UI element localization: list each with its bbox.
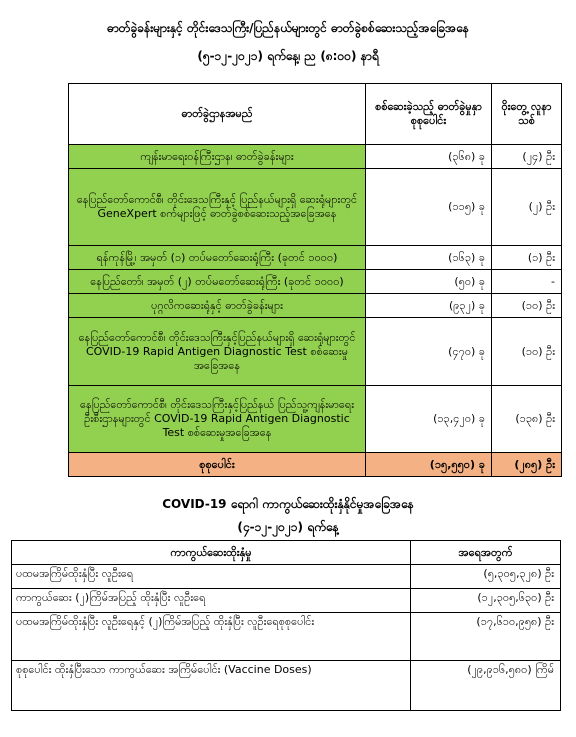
vaccination-value: (၅,၃၀၅,၃၂၈) ဦး bbox=[411, 565, 561, 589]
vaccine-title-line-2: (၄-၁၂-၂၀၂၁) ရက်နေ့ bbox=[237, 520, 339, 534]
table-row bbox=[69, 145, 562, 169]
table-header-row bbox=[12, 541, 561, 565]
header-positive: ဝိုးတွေ့ လူနာသစ် bbox=[492, 84, 562, 145]
positive-count: (၂၄) ဦး bbox=[492, 145, 562, 169]
table-row bbox=[69, 270, 562, 294]
vaccination-label: စုစုပေါင်း ထိုးနှံပြီးသော ကာကွယ်ဆေး အကြိမ်ပေါင်း (Vaccine Doses) bbox=[12, 661, 411, 711]
lab-name: ရန်ကုန်မြို့၊ အမှတ် (၁) တပ်မတော်ဆေးရုံကြီး (ခုတင် ၁၀၀၀) bbox=[69, 246, 366, 270]
positive-count: (၁၃၈) ဦး bbox=[492, 386, 562, 453]
tested-count: (၉၃၂) ခု bbox=[366, 294, 492, 318]
lab-name: နေပြည်တော်ကောင်စီ၊ တိုင်းဒေသကြီးနှင့်ပြည်နယ်များရှိ ဆေးရုံများတွင် COVID-19 Rapid Antigen Diagnostic Test စစ်ဆေးမှုအခြေအနေ bbox=[69, 318, 366, 386]
positive-count: (၁) ဦး bbox=[492, 246, 562, 270]
lab-testing-table bbox=[68, 83, 562, 477]
doc-title-line-2: (၅-၁၂-၂၀၂၁) ရက်နေ့၊ ည (၈:၀၀) နာရီ bbox=[197, 49, 379, 63]
table-row bbox=[12, 565, 561, 589]
table-row bbox=[69, 318, 562, 386]
tested-count: (၄၇၀) ခု bbox=[366, 318, 492, 386]
header-count: အရေအတွက် bbox=[411, 541, 561, 565]
table-header-row bbox=[69, 84, 562, 145]
positive-count: (၁၀) ဦး bbox=[492, 318, 562, 386]
lab-name: နေပြည်တော်ကောင်စီ၊ တိုင်းဒေသကြီးနှင့်ပြည်နယ် ပြည်သူ့ကျန်းမာရေးဦးစီးဌာနများတွင် COVID-19 Rapid Antigen Diagnostic Test စစ်ဆေးမှုအခြေအနေ bbox=[69, 386, 366, 453]
vaccination-value: (၁၂,၃၀၅,၆၃၀) ဦး bbox=[411, 589, 561, 613]
table-row bbox=[69, 246, 562, 270]
vaccination-value: (၁၇,၆၁၀,၉၅၈) ဦး bbox=[411, 613, 561, 661]
lab-name: နေပြည်တော်ကောင်စီ၊ တိုင်းဒေသကြီးနှင့် ပြည်နယ်များရှိ ဆေးရုံများတွင် GeneXpert စက်များဖြင့် ဓာတ်ခွဲစစ်ဆေးသည့်အခြေအနေ bbox=[69, 169, 366, 246]
vaccine-title-line-1: COVID-19 ရောဂါ ကာကွယ်ဆေးထိုးနှံနိုင်မှုအခြေအနေ bbox=[162, 497, 414, 511]
positive-count: - bbox=[492, 270, 562, 294]
table-row bbox=[69, 386, 562, 453]
tested-count: (၁၃,၄၂၀) ခု bbox=[366, 386, 492, 453]
table-row bbox=[69, 294, 562, 318]
tested-count: (၁၁၅) ခု bbox=[366, 169, 492, 246]
tested-count: (၁၆၃) ခု bbox=[366, 246, 492, 270]
table-row bbox=[12, 661, 561, 711]
vaccination-label: ပထမအကြိမ်ထိုးနှံပြီး လူဦးရေနှင့် (၂)ကြိမ်အပြည့် ထိုးနှံပြီး လူဦးရေစုစုပေါင်း bbox=[12, 613, 411, 661]
vaccination-table bbox=[11, 540, 561, 711]
total-label: စုစုပေါင်း bbox=[69, 453, 366, 477]
header-tested: စစ်ဆေးခဲ့သည့် ဓာတ်ခွဲမှုနှာ စုစုပေါင်း bbox=[366, 84, 492, 145]
header-vaccination: ကာကွယ်ဆေးထိုးနှံမှု bbox=[12, 541, 411, 565]
lab-name: ပုဂ္ဂလိကဆေးရုံနှင့် ဓာတ်ခွဲခန်းများ bbox=[69, 294, 366, 318]
total-row bbox=[69, 453, 562, 477]
vaccination-label: ကာကွယ်ဆေး (၂)ကြိမ်အပြည့် ထိုးနှံပြီး လူဦးရေ bbox=[12, 589, 411, 613]
vaccination-label: ပထမအကြိမ်ထိုးနှံပြီး လူဦးရေ bbox=[12, 565, 411, 589]
total-tested: (၁၅,၅၅၀) ခု bbox=[366, 453, 492, 477]
tested-count: (၅၀) ခု bbox=[366, 270, 492, 294]
vaccination-value: (၂၉,၉၁၆,၅၈၀) ကြိမ် bbox=[411, 661, 561, 711]
total-positive: (၂၈၅) ဦး bbox=[492, 453, 562, 477]
table-row bbox=[12, 589, 561, 613]
positive-count: (၂) ဦး bbox=[492, 169, 562, 246]
header-lab-name: ဓာတ်ခွဲဌာနအမည် bbox=[69, 84, 366, 145]
positive-count: (၁၀) ဦး bbox=[492, 294, 562, 318]
lab-name: နေပြည်တော်၊ အမှတ် (၂) တပ်မတော်ဆေးရုံကြီး (ခုတင် ၁၀၀၀) bbox=[69, 270, 366, 294]
table-row bbox=[69, 169, 562, 246]
table-row bbox=[12, 613, 561, 661]
doc-title-line-1: ဓာတ်ခွဲခန်းများနှင့် တိုင်းဒေသကြီး/ပြည်နယ်များတွင် ဓာတ်ခွဲစစ်ဆေးသည့်အခြေအနေ bbox=[107, 21, 469, 35]
tested-count: (၃၆၈) ခု bbox=[366, 145, 492, 169]
lab-name: ကျန်းမာရေးဝန်ကြီးဌာန၊ ဓာတ်ခွဲခန်းများ bbox=[69, 145, 366, 169]
